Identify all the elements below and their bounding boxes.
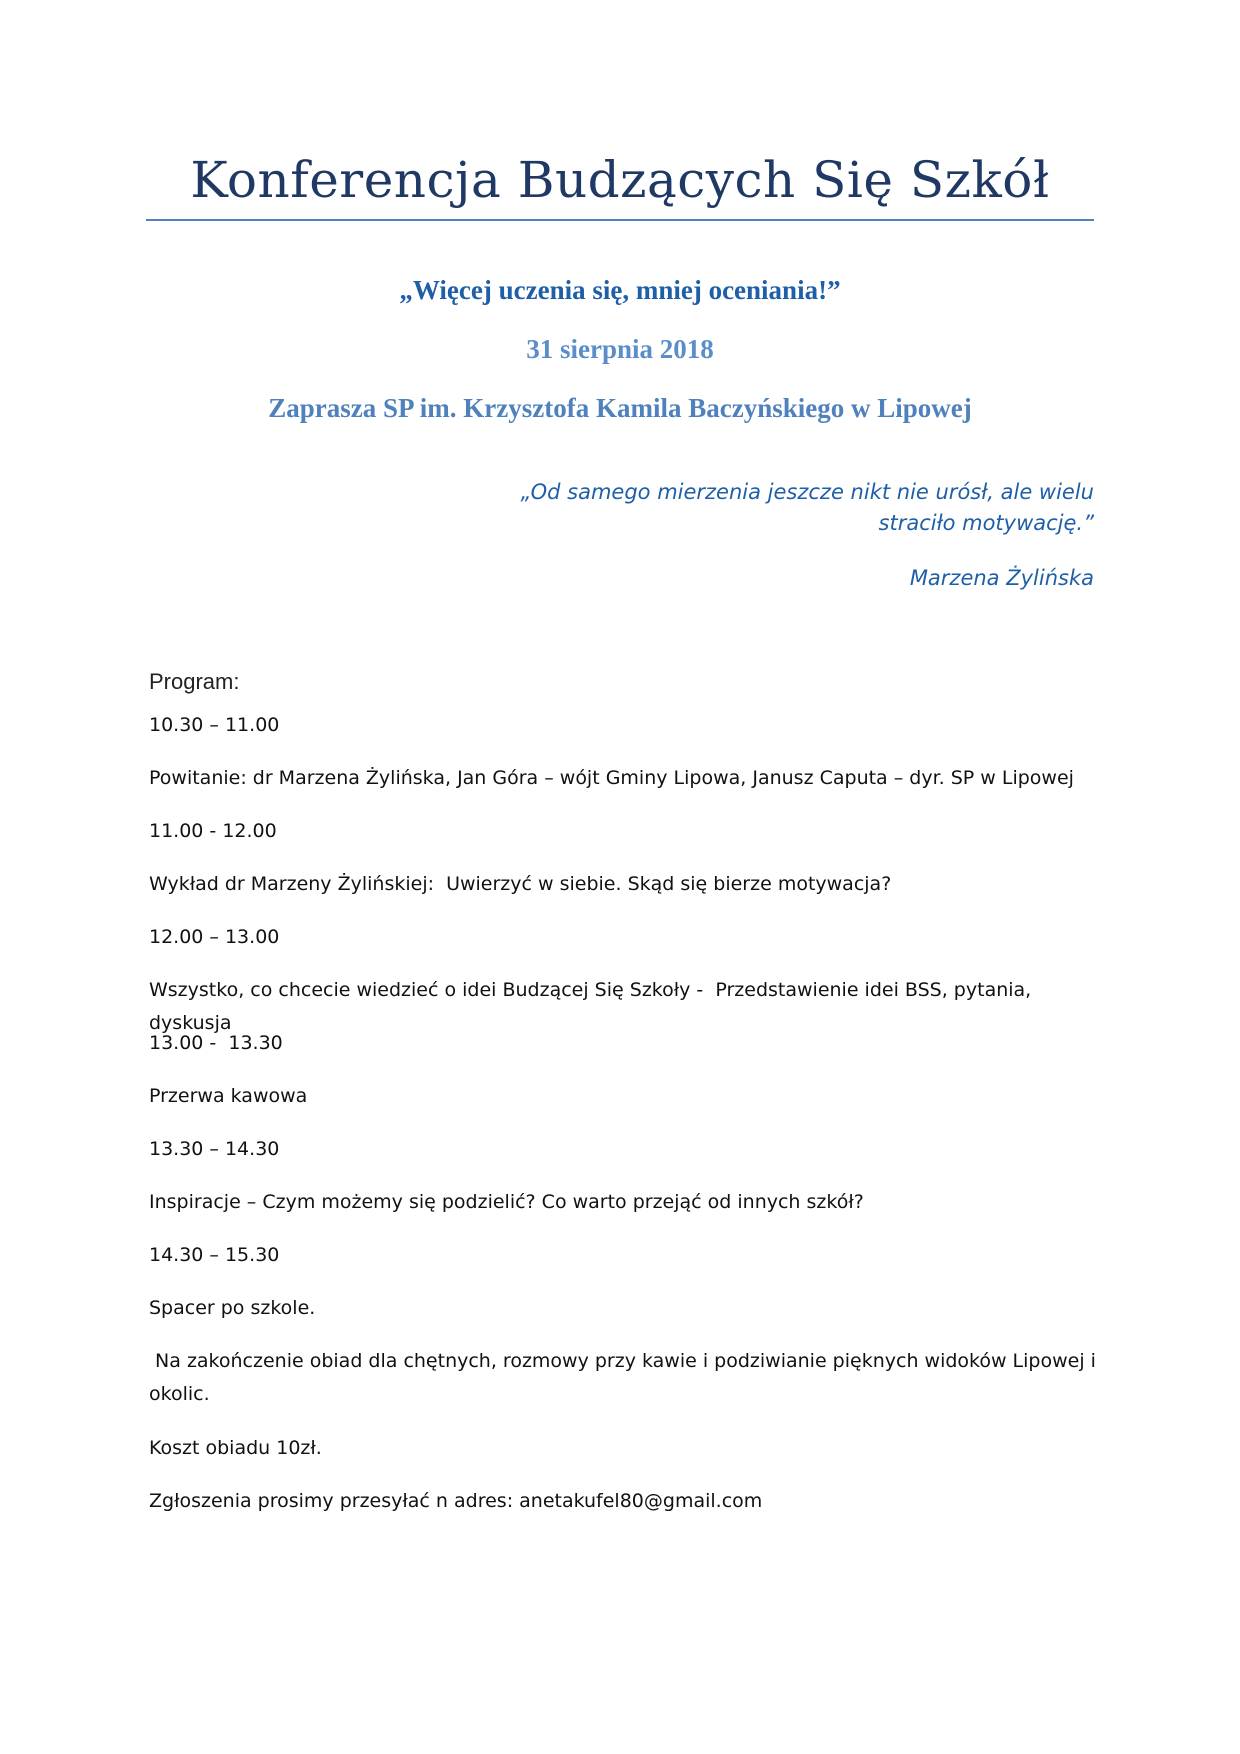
program-description: Powitanie: dr Marzena Żylińska, Jan Góra – wójt Gminy Lipowa, Janusz Caputa – dyr. SP w Lipowej (149, 767, 1074, 789)
program-description: Wykład dr Marzeny Żylińskiej: Uwierzyć w siebie. Skąd się bierze motywacja? (149, 873, 892, 895)
epigraph-quote-line: „Od samego mierzenia jeszcze nikt nie urósł, ale wielu (520, 480, 1094, 504)
program-time: 10.30 – 11.00 (149, 714, 280, 736)
registration-info: Zgłoszenia prosimy przesyłać n adres: anetakufel80@gmail.com (149, 1490, 763, 1512)
conference-motto: „Więcej uczenia się, mniej oceniania!” (399, 275, 841, 305)
program-description: Przerwa kawowa (149, 1085, 308, 1107)
program-heading: Program: (149, 669, 240, 694)
conference-date: 31 sierpnia 2018 (526, 334, 714, 364)
epigraph-author: Marzena Żylińska (909, 566, 1094, 590)
closing-note-line: okolic. (149, 1383, 210, 1405)
epigraph-quote (474, 477, 1094, 539)
lunch-cost: Koszt obiadu 10zł. (149, 1437, 322, 1459)
closing-note-line: Na zakończenie obiad dla chętnych, rozmowy przy kawie i podziwianie pięknych widoków Lipowej i (149, 1350, 1096, 1372)
title-divider (146, 219, 1094, 221)
program-time: 14.30 – 15.30 (149, 1244, 280, 1266)
program-time: 12.00 – 13.00 (149, 926, 280, 948)
program-time: 13.00 - 13.30 (149, 1032, 283, 1054)
program-description: Wszystko, co chcecie wiedzieć o idei Budzącej Się Szkoły - Przedstawienie idei BSS, pytania, dyskusja (149, 979, 1038, 1034)
program-time: 11.00 - 12.00 (149, 820, 277, 842)
program-description: Inspiracje – Czym możemy się podzielić? Co warto przejąć od innych szkół? (149, 1191, 864, 1213)
epigraph-quote-line: straciło motywację.” (878, 511, 1094, 535)
conference-host: Zaprasza SP im. Krzysztofa Kamila Baczyńskiego w Lipowej (268, 393, 972, 423)
program-time: 13.30 – 14.30 (149, 1138, 280, 1160)
program-description: Spacer po szkole. (149, 1297, 316, 1319)
document-title: Konferencja Budzących Się Szkół (190, 151, 1050, 209)
